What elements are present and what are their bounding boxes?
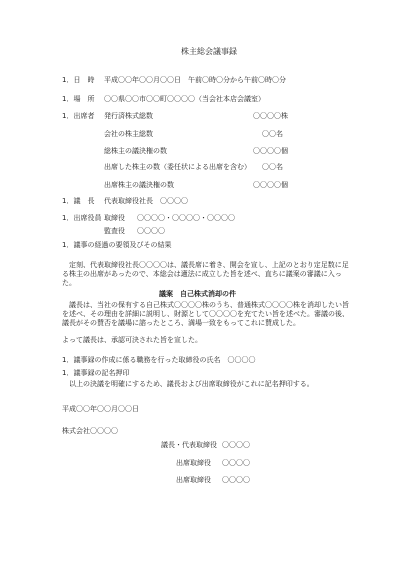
attendee-row-value: 〇〇名: [262, 130, 283, 138]
datetime-label: 1．日 時: [62, 76, 95, 84]
signer-role: 議長・代表取締役: [161, 441, 217, 449]
datetime-value: 平成〇〇年〇〇月〇〇日 午前〇時〇分から午前〇時〇分: [104, 76, 286, 84]
officer-names: 〇〇〇〇・〇〇〇〇・〇〇〇〇: [137, 214, 235, 222]
attendee-row-value: 〇〇〇〇個: [253, 181, 288, 189]
signer-role: 出席取締役: [176, 459, 211, 467]
attendee-row-name: 発行済株式総数: [104, 112, 153, 120]
attendees-label: 1．出席者: [62, 112, 95, 120]
attendee-row-name: 総株主の議決権の数: [104, 147, 167, 155]
attendee-row-value: 〇〇名: [262, 163, 283, 171]
minutes-writer: 1．議事録の作成に係る職務を行った取締役の氏名 〇〇〇〇: [62, 356, 256, 364]
document-title: 株主総会議事録: [181, 47, 237, 56]
signer-name: 〇〇〇〇: [222, 441, 250, 449]
officer-role: 監査役: [104, 227, 125, 235]
place-label: 1．場 所: [62, 95, 95, 103]
attendee-row-value: 〇〇〇〇株: [253, 112, 288, 120]
signature-section-text: 以上の決議を明確にするため、議長および出席取締役がこれに記名押印する。: [69, 380, 314, 388]
document-date: 平成〇〇年〇〇月〇〇日: [62, 405, 139, 413]
attendee-row-value: 〇〇〇〇個: [253, 147, 288, 155]
proceedings-label: 1．議事の経過の要領及びその結果: [62, 241, 172, 249]
chair-value: 代表取締役社長 〇〇〇〇: [104, 197, 188, 205]
agenda-heading: 議案 自己株式消却の件: [159, 290, 236, 298]
signer-name: 〇〇〇〇: [222, 476, 250, 484]
attendee-row-name: 会社の株主総数: [104, 130, 153, 138]
signer-role: 出席取締役: [176, 476, 211, 484]
opening-paragraph: 定刻、代表取締役社長〇〇〇〇は、議長席に着き、開会を宣し、上記のとおり定足数に足る株主の出席があったので、本総会は適法に成立した旨を述べ、直ちに議案の審議に入った。: [62, 261, 349, 287]
chair-label: 1．議 長: [62, 197, 95, 205]
signer-name: 〇〇〇〇: [222, 459, 250, 467]
signature-section-label: 1．議事録の記名押印: [62, 369, 130, 377]
officers-label: 1．出席役員: [62, 214, 102, 222]
agenda-body: 議長は、当社の保有する自己株式〇〇〇〇株のうち、普通株式〇〇〇〇株を消却したい旨を述べ、その理由を詳細に説明し、財源として〇〇〇〇を充てたい旨を述べた。審議の後、議長がその賛否を議場に諮ったところ、満場一致をもってこれに賛成した。: [62, 301, 349, 327]
officer-names: 〇〇〇〇: [137, 227, 165, 235]
officer-role: 取締役: [104, 214, 125, 222]
attendee-row-name: 出席した株主の数（委任状による出席を含む）: [104, 163, 251, 171]
place-value: 〇〇県〇〇市〇〇町〇〇〇〇（当会社本店会議室）: [104, 95, 265, 103]
attendee-row-name: 出席株主の議決権の数: [104, 181, 174, 189]
agenda-result: よって議長は、承認可決された旨を宣した。: [62, 336, 202, 344]
company-name: 株式会社〇〇〇〇: [62, 427, 118, 435]
